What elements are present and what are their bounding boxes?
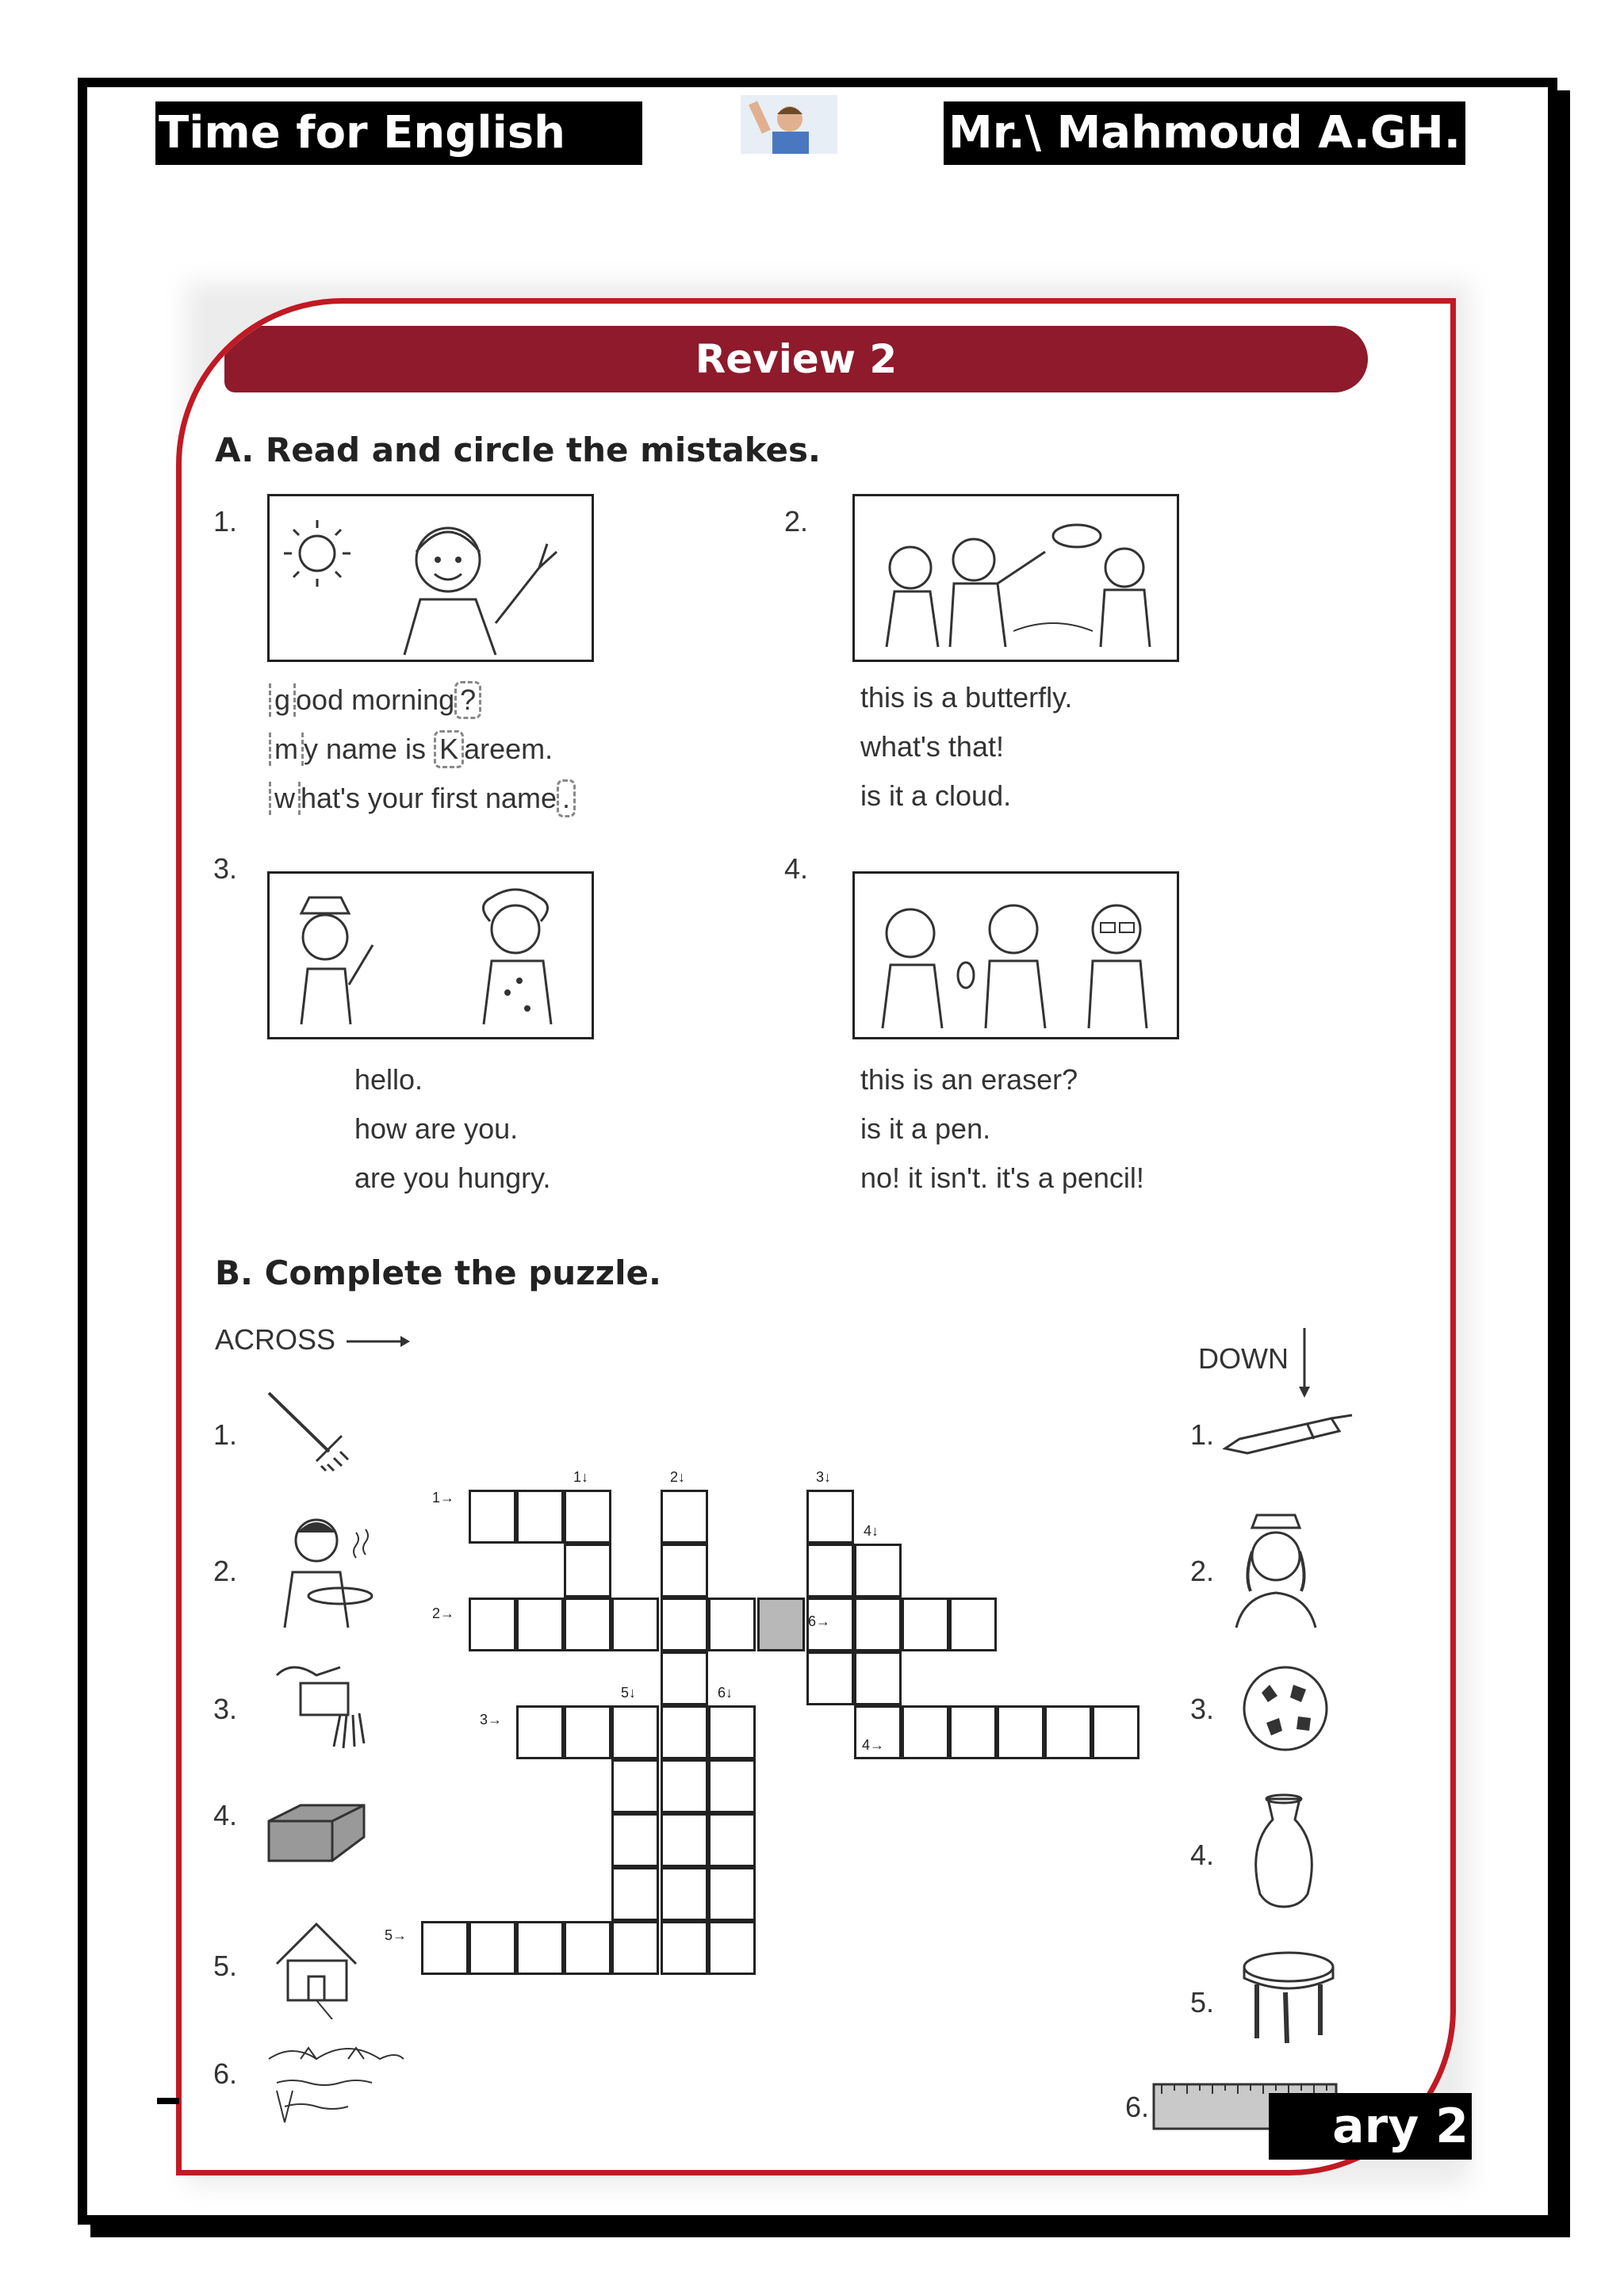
- pen-icon: [1220, 1407, 1355, 1463]
- clue-across-3: 3→: [480, 1712, 503, 1728]
- crossword-cell[interactable]: [708, 1813, 756, 1867]
- across-6-number: 6.: [213, 2057, 238, 2090]
- item-1-picture: [267, 494, 594, 662]
- crossword-cell[interactable]: [564, 1705, 611, 1759]
- item-3-line-1: hello.: [354, 1063, 423, 1096]
- item-1-line-1: g ood morning ?: [269, 681, 481, 719]
- crossword-cell[interactable]: [661, 1490, 708, 1544]
- crossword-cell[interactable]: [611, 1598, 659, 1651]
- review-banner: Review 2: [224, 326, 1368, 392]
- crossword-cell[interactable]: [708, 1921, 756, 1975]
- mistake-mark: K: [434, 730, 464, 768]
- across-2-number: 2.: [213, 1555, 238, 1587]
- crossword-cell[interactable]: [854, 1598, 902, 1651]
- crossword-cell[interactable]: [564, 1544, 611, 1598]
- clue-across-6: 6→: [808, 1613, 831, 1629]
- rake-icon: [261, 1388, 364, 1483]
- eraser-icon: [261, 1789, 372, 1869]
- clue-down-1: 1↓: [573, 1469, 589, 1485]
- across-3-number: 3.: [213, 1693, 238, 1725]
- crossword-cell[interactable]: [949, 1705, 997, 1759]
- boy-photo: [741, 95, 837, 154]
- item-2-number: 2.: [784, 505, 809, 538]
- crossword-cell[interactable]: [661, 1759, 708, 1813]
- item-2-picture: [852, 494, 1179, 662]
- down-arrow-icon: [1295, 1325, 1314, 1404]
- crossword-cell[interactable]: [854, 1544, 902, 1598]
- crossword-cell[interactable]: [708, 1598, 756, 1651]
- item-4-picture: [852, 871, 1179, 1039]
- crossword-cell[interactable]: [564, 1598, 611, 1651]
- crossword-cell[interactable]: [854, 1651, 902, 1705]
- clue-across-4: 4→: [862, 1737, 885, 1753]
- crossword-cell[interactable]: [661, 1544, 708, 1598]
- crossword-cell[interactable]: [421, 1921, 469, 1975]
- crossword-cell[interactable]: [516, 1490, 564, 1544]
- clue-down-5: 5↓: [621, 1685, 637, 1701]
- footer-right-text: ary 2: [1269, 2093, 1472, 2160]
- item-3-picture: [267, 871, 594, 1039]
- crossword-cell[interactable]: [611, 1813, 659, 1867]
- item-4-line-2: is it a pen.: [860, 1112, 991, 1145]
- crossword-cell[interactable]: [708, 1867, 756, 1921]
- crossword-cell[interactable]: [661, 1813, 708, 1867]
- crossword-cell[interactable]: [902, 1705, 949, 1759]
- item-4-line-1: this is an eraser?: [860, 1063, 1078, 1096]
- crossword-cell[interactable]: [661, 1651, 708, 1705]
- across-1-number: 1.: [213, 1418, 238, 1451]
- clue-across-5: 5→: [385, 1927, 408, 1943]
- item-1-line-3: w hat's your first name .: [269, 779, 576, 817]
- vase-icon: [1244, 1791, 1323, 1910]
- item-2-line-3: is it a cloud.: [860, 779, 1012, 812]
- item-3-number: 3.: [213, 852, 238, 885]
- down-3-number: 3.: [1190, 1693, 1215, 1725]
- clue-down-6: 6↓: [718, 1685, 733, 1701]
- header-right-title: Mr.\ Mahmoud A.GH.: [944, 101, 1465, 165]
- man-with-food-icon: [261, 1509, 388, 1636]
- crossword-cell[interactable]: [516, 1921, 564, 1975]
- crossword-cell[interactable]: [806, 1490, 854, 1544]
- right-arrow-icon: [343, 1334, 415, 1349]
- crossword-cell[interactable]: [997, 1705, 1044, 1759]
- down-1-number: 1.: [1190, 1418, 1215, 1451]
- lake-landscape-icon: [261, 2027, 412, 2138]
- item-4-line-3: no! it isn't. it's a pencil!: [860, 1161, 1144, 1194]
- table-icon: [1238, 1943, 1341, 2046]
- crossword-cell[interactable]: [949, 1598, 997, 1651]
- down-label: DOWN: [1198, 1342, 1289, 1375]
- item-1-line-2: m y name is K areem.: [269, 730, 553, 768]
- section-a-title: A. Read and circle the mistakes.: [215, 430, 821, 469]
- crossword-cell[interactable]: [469, 1921, 516, 1975]
- crossword-cell[interactable]: [661, 1705, 708, 1759]
- down-4-number: 4.: [1190, 1839, 1215, 1871]
- down-5-number: 5.: [1190, 1986, 1215, 2019]
- section-b-title: B. Complete the puzzle.: [215, 1253, 661, 1292]
- nurse-girl-icon: [1228, 1504, 1323, 1631]
- crossword-cell[interactable]: [661, 1867, 708, 1921]
- crossword-cell[interactable]: [708, 1759, 756, 1813]
- crossword-cell[interactable]: [516, 1598, 564, 1651]
- footer-dash: [157, 2098, 179, 2104]
- crossword-cell[interactable]: [806, 1544, 854, 1598]
- worksheet-card: [176, 298, 1456, 2175]
- ball-icon: [1238, 1661, 1333, 1756]
- watering-hose-icon: [261, 1651, 372, 1755]
- clue-across-1: 1→: [432, 1490, 455, 1506]
- crossword-cell[interactable]: [611, 1705, 659, 1759]
- item-1-number: 1.: [213, 505, 238, 538]
- mistake-mark: w: [269, 782, 301, 815]
- across-4-number: 4.: [213, 1799, 238, 1831]
- down-6-number: 6.: [1125, 2091, 1150, 2123]
- crossword-cell[interactable]: [902, 1598, 949, 1651]
- header-left-title: Time for English: [155, 101, 642, 165]
- clue-across-2: 2→: [432, 1605, 455, 1621]
- across-label: ACROSS: [215, 1323, 415, 1357]
- mistake-mark: ?: [454, 681, 481, 719]
- crossword-cell[interactable]: [1092, 1705, 1139, 1759]
- crossword-cell[interactable]: [708, 1705, 756, 1759]
- crossword-cell[interactable]: [469, 1598, 516, 1651]
- clue-down-2: 2↓: [670, 1469, 686, 1485]
- mistake-mark: m: [269, 733, 304, 766]
- item-4-number: 4.: [784, 852, 809, 885]
- item-3-line-2: how are you.: [354, 1112, 519, 1145]
- crossword-cell[interactable]: [516, 1705, 564, 1759]
- clue-down-3: 3↓: [816, 1469, 832, 1485]
- crossword-cell[interactable]: [661, 1921, 708, 1975]
- crossword-cell[interactable]: [611, 1921, 659, 1975]
- down-2-number: 2.: [1190, 1555, 1215, 1587]
- mistake-mark: .: [557, 779, 576, 817]
- crossword-cell[interactable]: [611, 1867, 659, 1921]
- crossword-cell[interactable]: [564, 1490, 611, 1544]
- crossword-cell[interactable]: [661, 1598, 708, 1651]
- item-2-line-1: this is a butterfly.: [860, 681, 1073, 714]
- crossword-cell[interactable]: [469, 1490, 516, 1544]
- house-icon: [261, 1908, 380, 2019]
- crossword-cell[interactable]: [564, 1921, 611, 1975]
- crossword-cell[interactable]: [1044, 1705, 1092, 1759]
- across-5-number: 5.: [213, 1950, 238, 1982]
- item-3-line-3: are you hungry.: [354, 1161, 551, 1194]
- crossword-cell[interactable]: [806, 1651, 854, 1705]
- clue-down-4: 4↓: [864, 1523, 879, 1539]
- item-2-line-2: what's that!: [860, 730, 1004, 763]
- crossword-cell[interactable]: [611, 1759, 659, 1813]
- crossword-blank-cell: [757, 1598, 805, 1651]
- mistake-mark: g: [269, 683, 296, 717]
